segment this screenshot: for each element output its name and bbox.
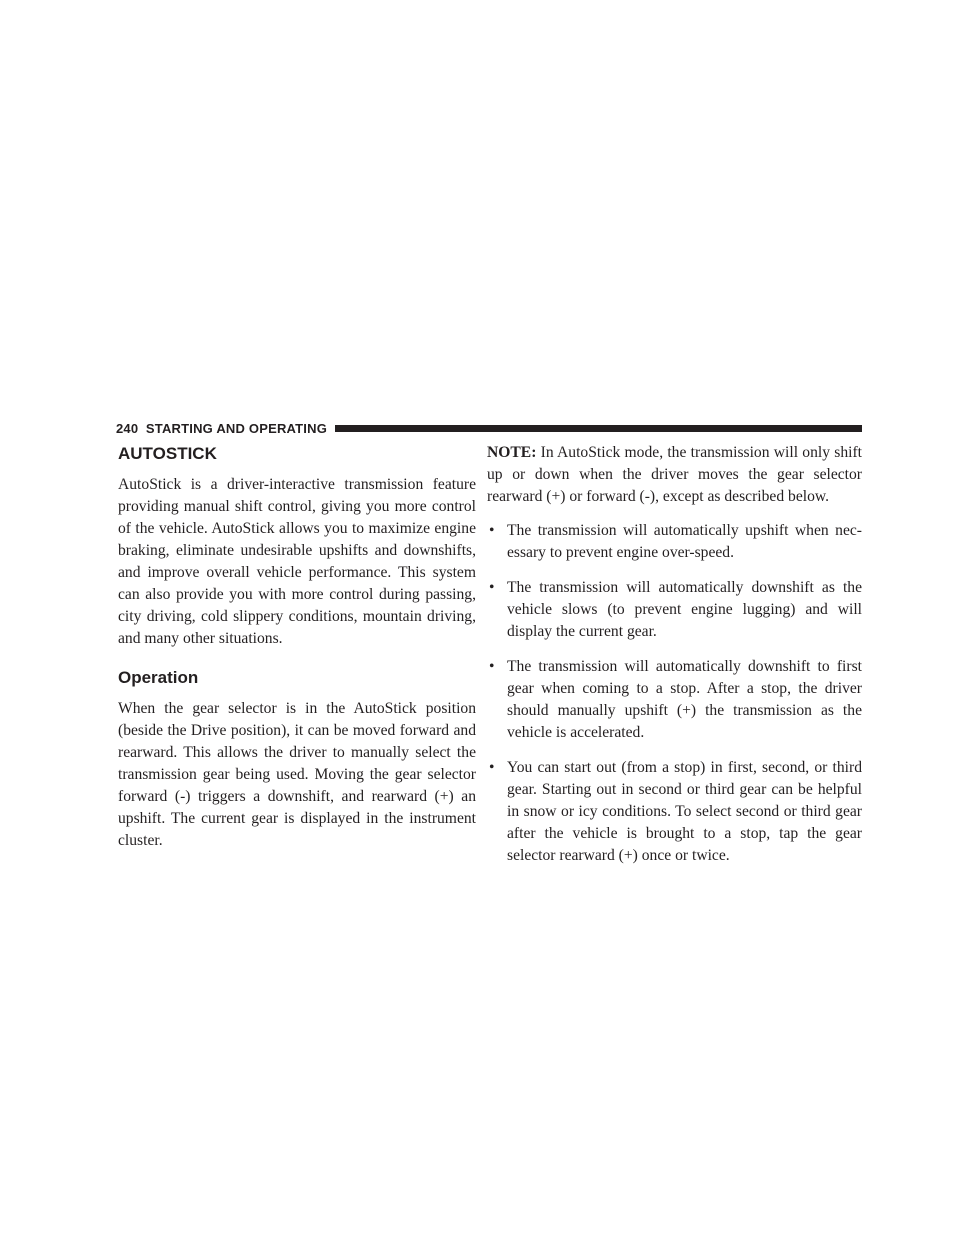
page-number: 240 <box>116 420 139 436</box>
note-label: NOTE: <box>487 444 537 461</box>
section-title: STARTING AND OPERATING <box>145 420 328 436</box>
list-item-text: The transmission will automatically downshift to first gear when coming to a stop. After a stop, the driver should manually upshift (+) the transmission as the vehicle is accelerated. <box>507 658 862 741</box>
header-rule <box>335 425 862 432</box>
bullet-icon: • <box>489 522 495 539</box>
bullet-icon: • <box>489 759 495 776</box>
page-header <box>116 418 862 438</box>
operation-paragraph: When the gear selector is in the AutoStick position (beside the Drive position), it can be moved forward and rearward. This allows the driver to manually select the transmission gear being used. Moving the gear selector forward (-) triggers a downshift, and rearward (+) an upshift. The current gear is displayed in the instrument cluster. <box>118 700 476 849</box>
operation-heading: Operation <box>118 668 199 687</box>
list-item <box>487 577 862 643</box>
note-text: In AutoStick mode, the transmission will only shift up or down when the driver moves the gear selector rearward (+) or forward (-), except as described below. <box>487 444 862 505</box>
page-number-section <box>116 421 327 436</box>
list-item-text: The transmission will automatically upshift when nec-essary to prevent engine over-speed. <box>507 522 862 561</box>
bullet-icon: • <box>489 658 495 675</box>
bullet-list <box>487 520 862 867</box>
list-item <box>487 656 862 744</box>
autostick-intro: AutoStick is a driver-interactive transmission feature providing manual shift control, giving you more control of the vehicle. AutoStick allows you to maximize engine braking, eliminate undesirable upshifts and downshifts, and improve overall vehicle performance. This system can also provide you with more control during passing, city driving, cold slippery conditions, mountain driving, and many other situations. <box>118 476 476 647</box>
note-paragraph <box>487 442 862 508</box>
list-item <box>487 520 862 564</box>
list-item <box>487 757 862 867</box>
bullet-icon: • <box>489 579 495 596</box>
autostick-heading: AUTOSTICK <box>118 444 217 463</box>
left-column <box>118 438 476 852</box>
right-column <box>487 438 862 880</box>
list-item-text: You can start out (from a stop) in first, second, or third gear. Starting out in second or third gear can be helpful in snow or icy conditions. To select second or third gear after the vehicle is brought to a stop, tap the gear selector rearward (+) once or twice. <box>507 759 862 864</box>
list-item-text: The transmission will automatically downshift as the vehicle slows (to prevent engine lugging) and will display the current gear. <box>507 579 862 640</box>
